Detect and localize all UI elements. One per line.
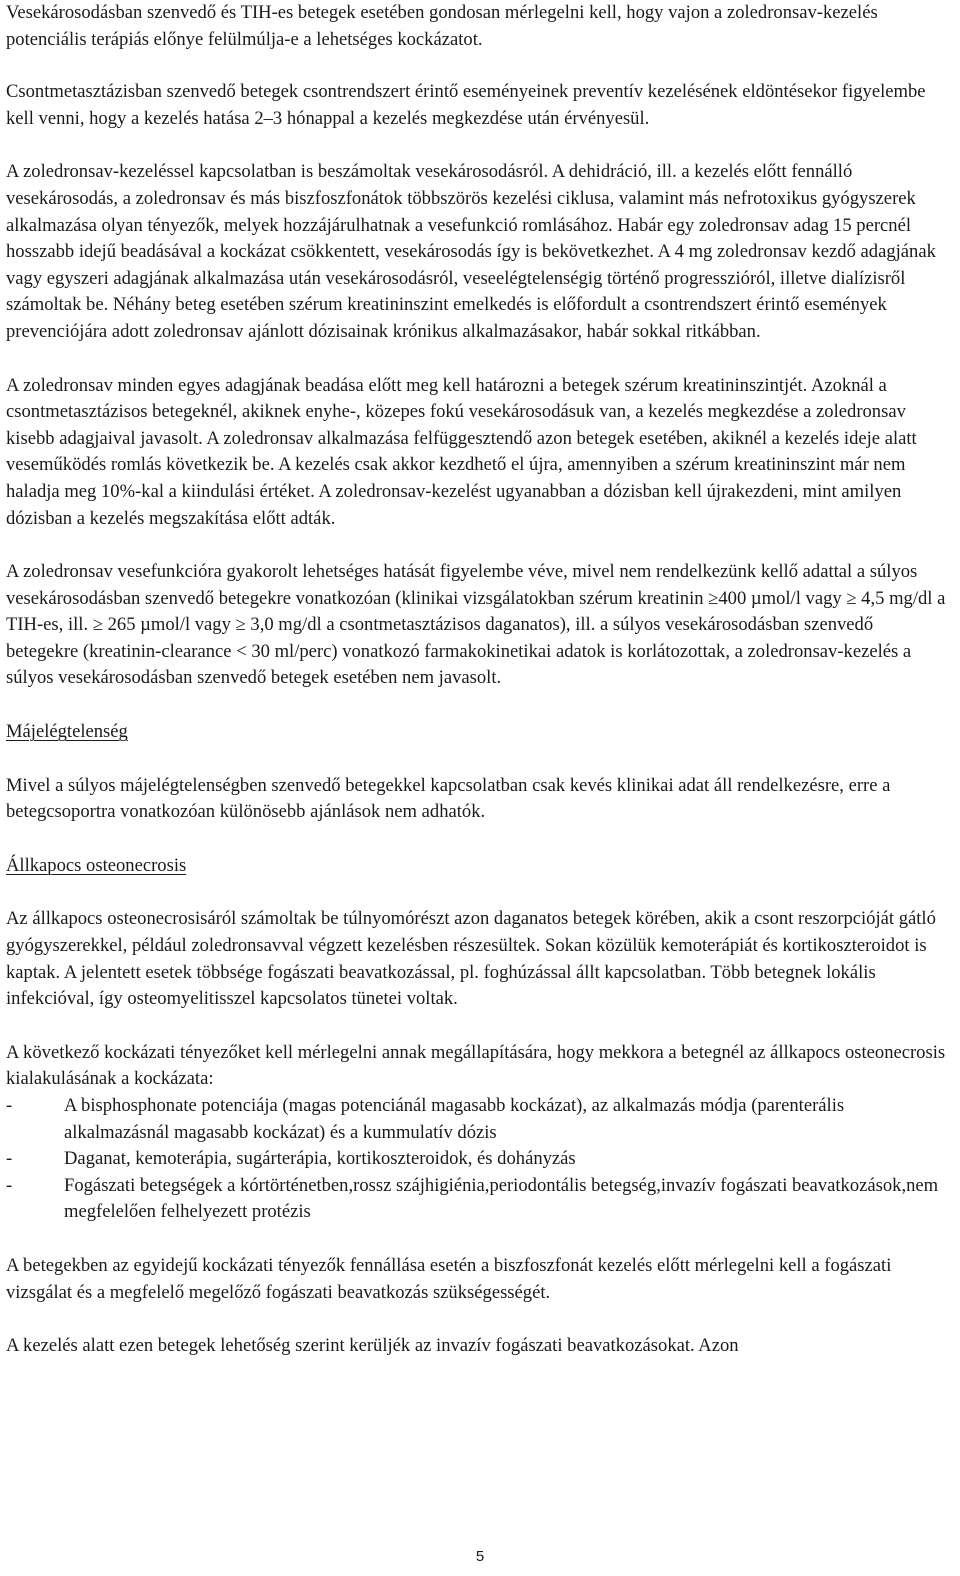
list-item-text: A bisphosphonate potenciája (magas potenciánál magasabb kockázat), az alkalmazás módja (parenterális alkalmazásnál magasabb kockázat) és a kummulatív dózis: [64, 1095, 845, 1143]
list-dash: -: [6, 1174, 13, 1196]
paragraph-renal-risk: Vesekárosodásban szenvedő és TIH-es betegek esetében gondosan mérlegelni kell, hogy vajon a zoledronsav-kezelés potenciális terápiás előnye felülmúlja-e a lehetséges kockázatot.: [6, 2, 878, 50]
paragraph-liver-failure: Mivel a súlyos májelégtelenségben szenvedő betegekkel kapcsolatban csak kevés klinikai adat áll rendelkezésre, erre a betegcsoportra vonatkozóan különösebb ajánlások nem adhatók.: [6, 774, 891, 823]
list-item-text: Daganat, kemoterápia, sugárterápia, kortikoszteroidok, és dohányzás: [64, 1148, 576, 1170]
page-number: 5: [475, 1548, 485, 1565]
list-dash: -: [6, 1148, 13, 1170]
heading-jaw-osteonecrosis: Állkapocs osteonecrosis: [6, 854, 187, 876]
list-item: [6, 1093, 950, 1146]
paragraph-renal-impairment: A zoledronsav-kezeléssel kapcsolatban is beszámoltak vesekárosodásról. A dehidráció, ill. a kezelés előtt fennálló vesekárosodás, a zoledronsav és más biszfoszfonátok többszörös kezelési ciklusa, valamint más nefrotoxikus gyógyszerek alkalmazása olyan tényezők, melyek hozzájárulhatnak a vesefunkció romlásához. Habár egy zoledronsav adag 15 percnél hosszabb idejű beadásával a kockázat csökkentett, vesekárosodás így is bekövetkezhet. A 4 mg zoledronsav kezdő adagjának vagy egyszeri adagjának alkalmazása után vesekárosodásról, veseelégtelenségig történő progresszióról, illetve dialízisről számoltak be. Néhány beteg esetében szérum kreatininszint emelkedés is előfordult a csontrendszert érintő események prevenciójára adott zoledronsav ajánlott dózisainak krónikus alkalmazásakor, habár sokkal ritkábban.: [6, 161, 936, 342]
paragraph-dental-exam: A betegekben az egyidejű kockázati tényezők fennállása esetén a biszfoszfonát kezelés előtt mérlegelni kell a fogászati vizsgálat és a megfelelő megelőző fogászati beavatkozás szükségességét.: [6, 1254, 892, 1303]
paragraph-bone-metastasis: Csontmetasztázisban szenvedő betegek csontrendszert érintő eseményeinek preventív kezelésének eldöntésekor figyelembe kell venni, hogy a kezelés hatása 2–3 hónappal a kezelés megkezdése után érvényesül.: [6, 81, 926, 129]
paragraph-jaw-osteonecrosis: Az állkapocs osteonecrosisáról számoltak be túlnyomórészt azon daganatos betegek körében, akik a csont reszorpcióját gátló gyógyszerekkel, például zoledronsavval végzett kezelésben részesültek. Sokan közülük kemoterápiát és kortikoszteroidot is kaptak. A jelentett esetek többsége fogászati beavatkozással, pl. foghúzással állt kapcsolatban. Több betegnek lokális infekcióval, így osteomyelitisszel kapcsolatos tünetei voltak.: [6, 908, 936, 1010]
list-item: [6, 1146, 950, 1173]
paragraph-severe-renal: A zoledronsav vesefunkcióra gyakorolt lehetséges hatását figyelembe véve, mivel nem rendelkezünk kellő adattal a súlyos vesekárosodásban szenvedő betegekre vonatkozóan (klinikai vizsgálatokban szérum kreatinin ≥400 µmol/l vagy ≥ 4,5 mg/dl a TIH-es, ill. ≥ 265 µmol/l vagy ≥ 3,0 mg/dl a csontmetasztázisos daganatos), ill. a súlyos vesekárosodásban szenvedő betegekre (kreatinin-clearance < 30 ml/perc) vonatkozó farmakokinetikai adatok is korlátozottak, a zoledronsav-kezelés a súlyos vesekárosodásban szenvedő betegek esetében nem javasolt.: [6, 561, 946, 689]
list-item-text: Fogászati betegségek a kórtörténetben,rossz szájhigiénia,periodontális betegség,invazív fogászati beavatkozások,nem megfelelően felhelyezett protézis: [64, 1174, 939, 1223]
heading-liver-failure: Májelégtelenség: [6, 721, 128, 743]
paragraph-creatinine-monitoring: A zoledronsav minden egyes adagjának beadása előtt meg kell határozni a betegek szérum kreatininszintjét. Azoknál a csontmetasztázisos betegeknél, akiknek enyhe-, közepes fokú vesekárosodásuk van, a kezelés megkezdése a zoledronsav kisebb adagjaival javasolt. A zoledronsav alkalmazása felfüggesztendő azon betegek esetében, akiknél a kezelés ideje alatt veseműködés romlás következik be. A kezelés csak akkor kezdhető el újra, amennyiben a szérum kreatininszint már nem haladja meg 10%-kal a kiindulási értéket. A zoledronsav-kezelést ugyanabban a dózisban kell újrakezdeni, mint amilyen dózisban a kezelés megszakítása előtt adták.: [6, 374, 917, 529]
list-dash: -: [6, 1095, 13, 1116]
risk-factor-list: [6, 1093, 950, 1226]
document-page: [6, 0, 950, 1360]
paragraph-risk-factors-intro: A következő kockázati tényezőket kell mérlegelni annak megállapítására, hogy mekkora a betegnél az állkapocs osteonecrosis kialakulásának a kockázata:: [6, 1041, 946, 1090]
list-item: [6, 1173, 950, 1226]
paragraph-avoid-invasive: A kezelés alatt ezen betegek lehetőség szerint kerüljék az invazív fogászati beavatkozásokat. Azon: [6, 1335, 739, 1357]
